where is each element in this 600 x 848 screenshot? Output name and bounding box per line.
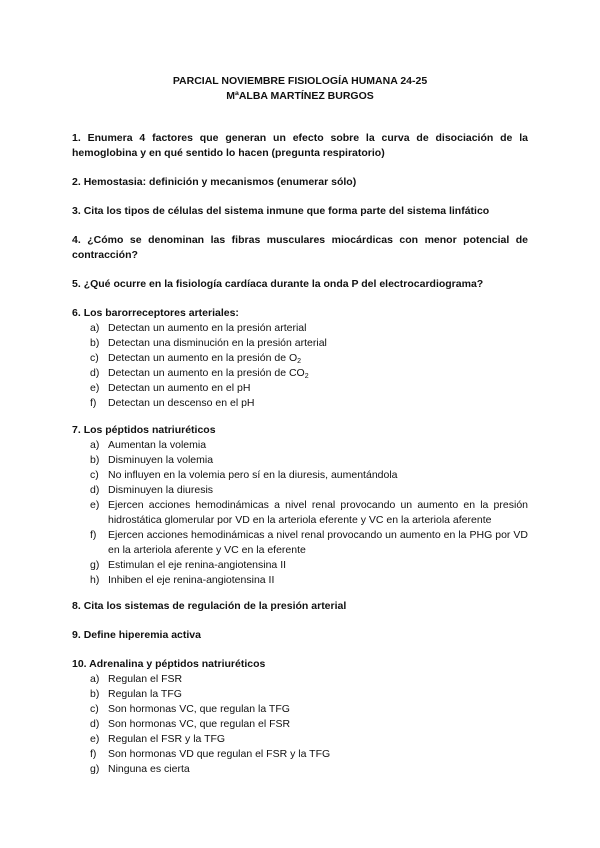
question-6-options <box>72 321 528 411</box>
option-e: e) Ejercen acciones hemodinámicas a nivel renal provocando un aumento en la presión hidrostática glomerular por VD en la arteriola eferente y VC en la arteriola aferente <box>90 499 528 526</box>
question-number: 1. <box>72 132 81 144</box>
question-5 <box>72 277 528 292</box>
question-2 <box>72 175 528 190</box>
exam-title: PARCIAL NOVIEMBRE FISIOLOGÍA HUMANA 24-25 <box>172 75 428 87</box>
question-4 <box>72 233 528 263</box>
question-text: ¿Cómo se denominan las fibras musculares miocárdicas con menor potencial de contracción? <box>72 234 528 261</box>
option-f: f) Ejercen acciones hemodinámicas a nivel renal provocando un aumento en la PHG por VD en la arteriola aferente y VC en la eferente <box>90 529 528 556</box>
question-number: 6. <box>72 307 81 319</box>
question-number: 9. <box>72 629 81 641</box>
option-b: b) Regulan la TFG <box>90 688 182 700</box>
option-e: e) Detectan un aumento en el pH <box>90 382 251 394</box>
question-text: Hemostasia: definición y mecanismos (enumerar sólo) <box>83 176 357 188</box>
question-8 <box>72 599 528 614</box>
question-6 <box>72 306 528 321</box>
option-g: g) Estimulan el eje renina-angiotensina II <box>90 559 287 571</box>
author-name: MªALBA MARTÍNEZ BURGOS <box>226 90 374 102</box>
question-1 <box>72 131 528 161</box>
option-c: c) Son hormonas VC, que regulan la TFG <box>90 703 290 715</box>
question-7-options <box>72 438 528 588</box>
question-10-options <box>72 672 528 777</box>
question-text: Los péptidos natriuréticos <box>83 424 216 436</box>
option-e: e) Regulan el FSR y la TFG <box>90 733 226 745</box>
question-9 <box>72 628 528 643</box>
question-text: ¿Qué ocurre en la fisiología cardíaca durante la onda P del electrocardiograma? <box>83 278 484 290</box>
option-c: c) No influyen en la volemia pero sí en la diuresis, aumentándola <box>90 469 398 481</box>
subscript: 2 <box>297 358 302 365</box>
option-c: c) Detectan un aumento en la presión de $O_2$ <box>90 352 302 365</box>
subscript: 2 <box>304 373 309 380</box>
question-text: Cita los sistemas de regulación de la presión arterial <box>83 600 347 612</box>
question-number: 8. <box>72 600 81 612</box>
option-d: d) Disminuyen la diuresis <box>90 484 214 496</box>
option-b: b) Detectan una disminución en la presión arterial <box>90 337 327 349</box>
option-f: f) Detectan un descenso en el pH <box>90 397 255 409</box>
question-number: 7. <box>72 424 81 436</box>
question-10 <box>72 657 528 672</box>
option-f: f) Son hormonas VD que regulan el FSR y la TFG <box>90 748 331 760</box>
question-text: Define hiperemia activa <box>83 629 201 641</box>
option-d: d) Son hormonas VC, que regulan el FSR <box>90 718 291 730</box>
document-header <box>0 74 600 104</box>
question-3 <box>72 204 528 219</box>
option-h: h) Inhiben el eje renina-angiotensina II <box>90 574 275 586</box>
question-text: Los barorreceptores arteriales: <box>83 307 239 319</box>
question-text: Enumera 4 factores que generan un efecto sobre la curva de disociación de la hemoglobina y en qué sentido lo hacen (pregunta respiratorio) <box>72 132 528 159</box>
option-b: b) Disminuyen la volemia <box>90 454 214 466</box>
question-number: 5. <box>72 278 81 290</box>
question-7 <box>72 423 528 438</box>
option-d: d) Detectan un aumento en la presión de $CO_2$ <box>90 367 309 380</box>
question-number: 3. <box>72 205 81 217</box>
question-text: Adrenalina y péptidos natriuréticos <box>89 658 266 670</box>
question-number: 10. <box>72 658 87 670</box>
question-number: 2. <box>72 176 81 188</box>
option-g: g) Ninguna es cierta <box>90 763 190 775</box>
question-text: Cita los tipos de células del sistema inmune que forma parte del sistema linfático <box>83 205 490 217</box>
question-number: 4. <box>72 234 81 246</box>
option-a: a) Detectan un aumento en la presión arterial <box>90 322 307 334</box>
option-a: a) Regulan el FSR <box>90 673 183 685</box>
option-a: a) Aumentan la volemia <box>90 439 207 451</box>
